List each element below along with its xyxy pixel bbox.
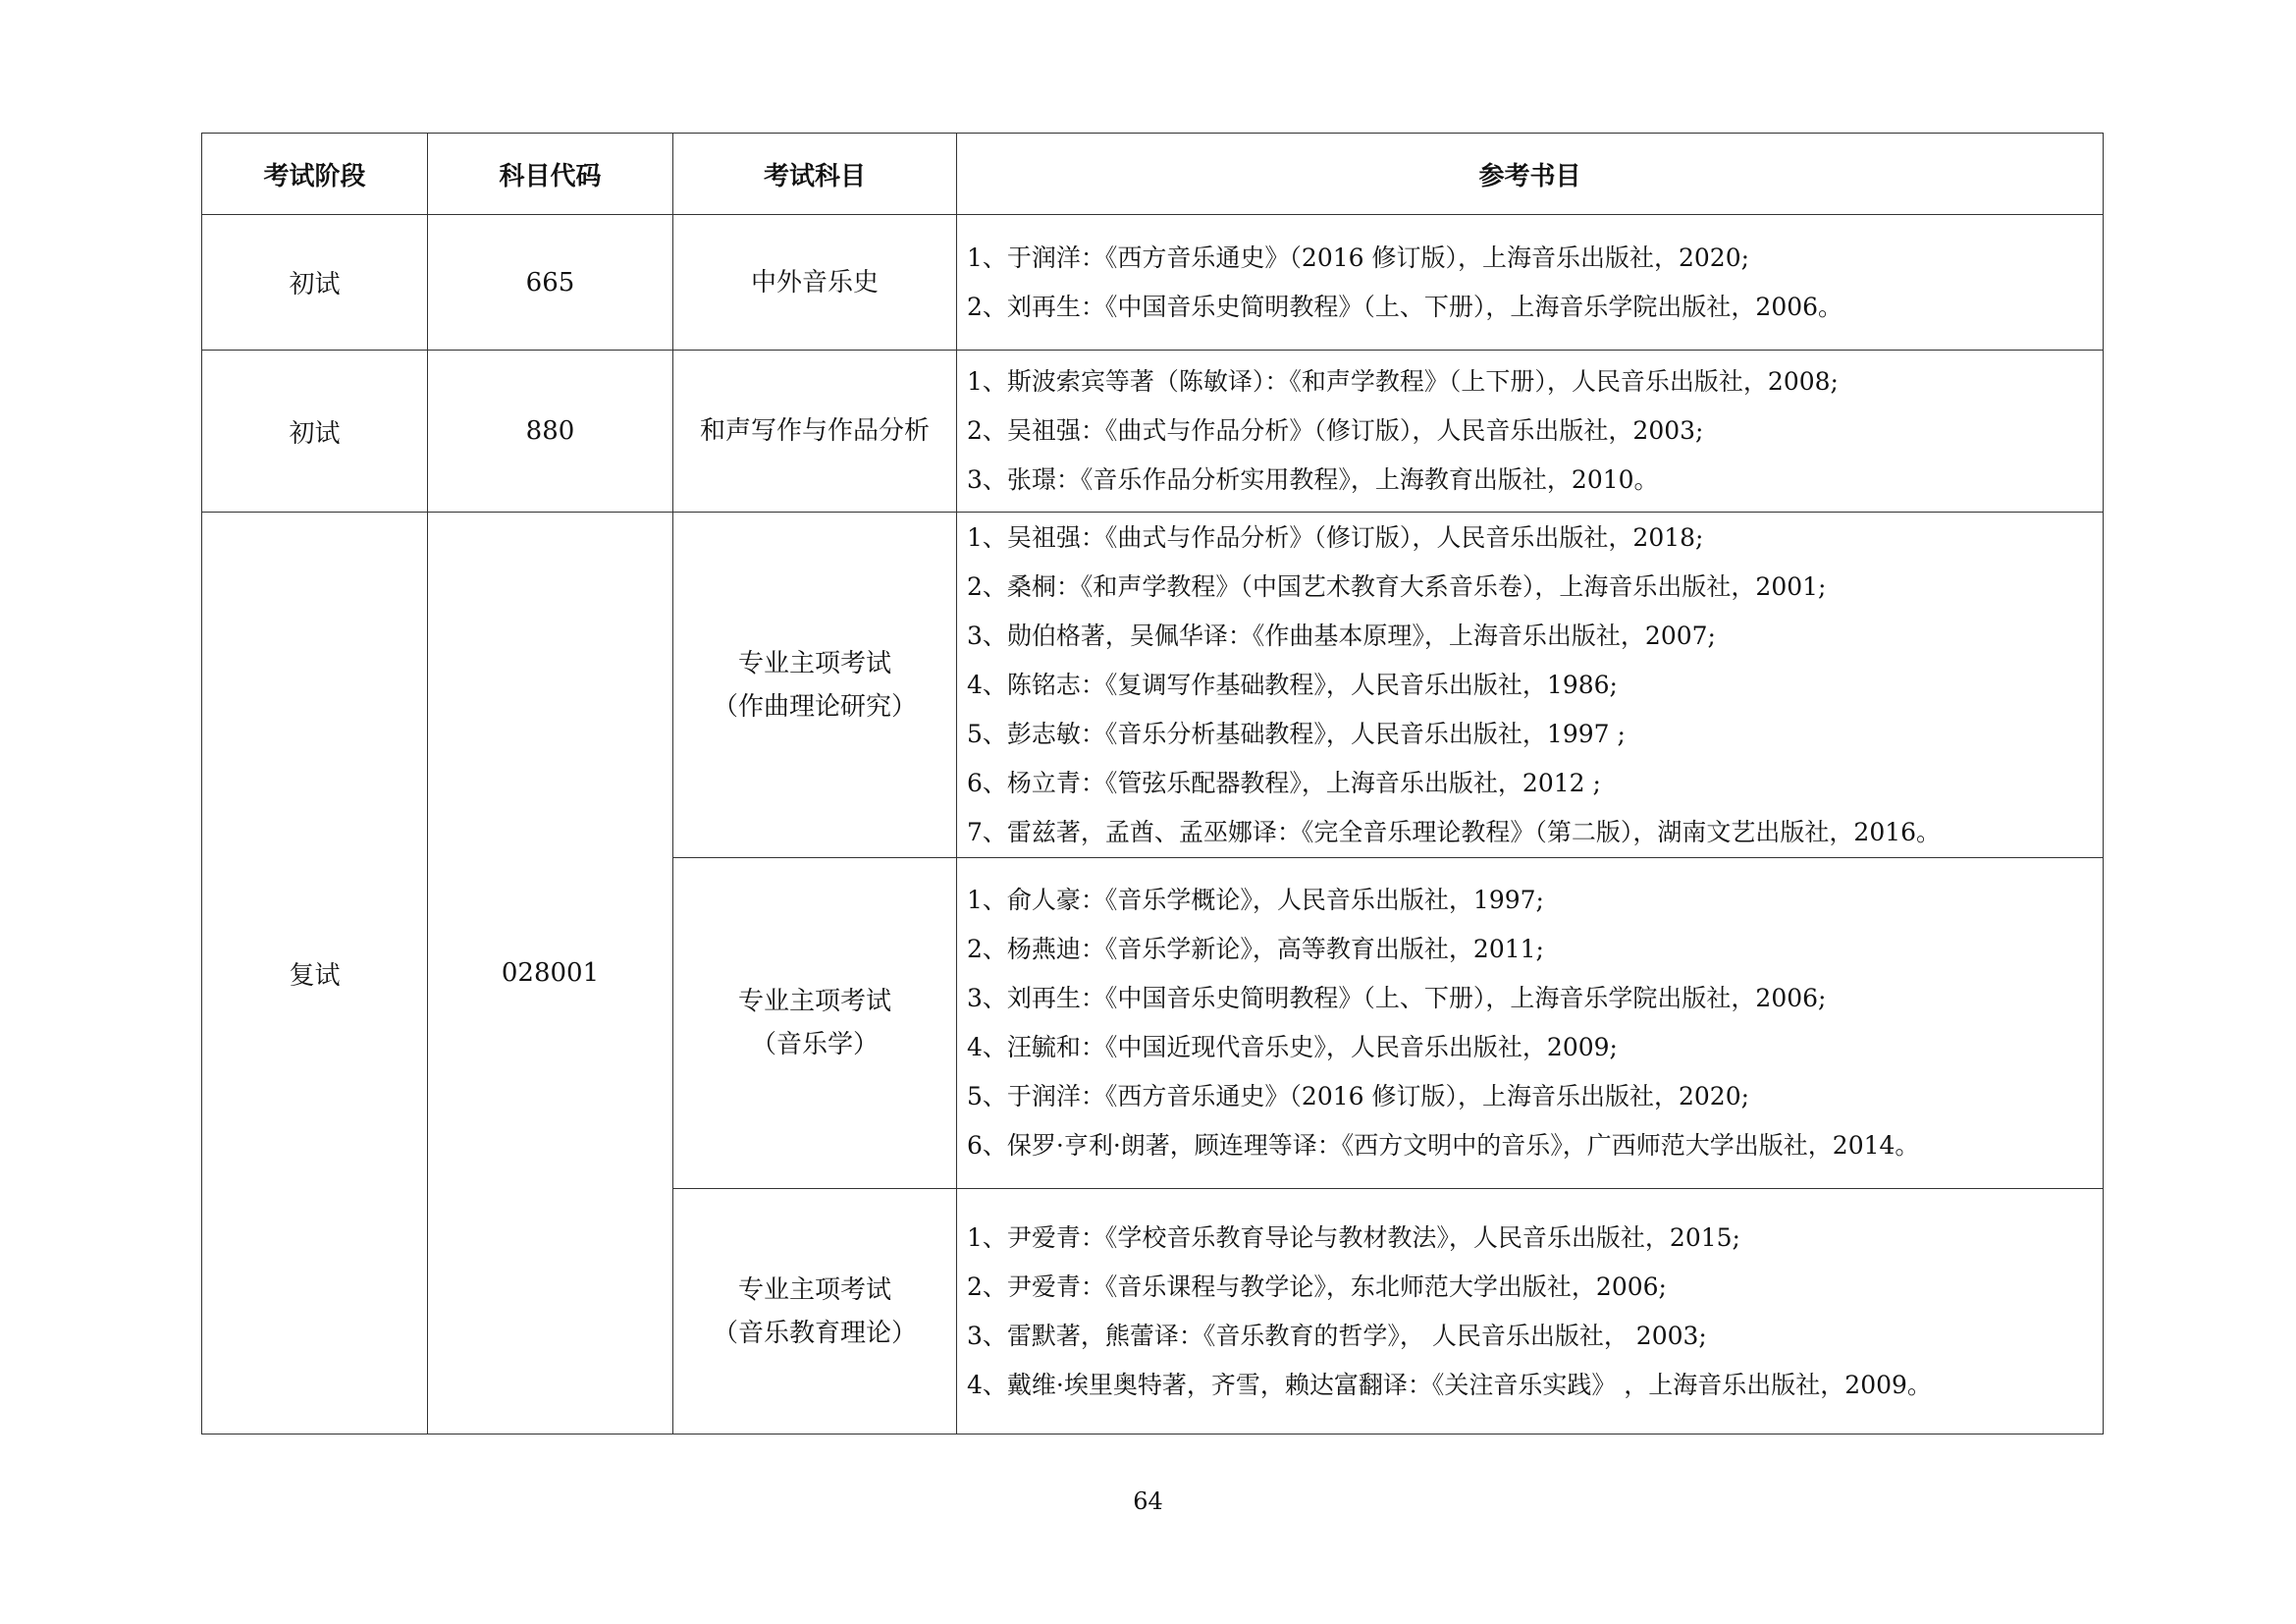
- table-row: [202, 351, 2104, 513]
- subject-name-line: 专业主项考试: [737, 1274, 891, 1305]
- book-entry: 4、汪毓和：《中国近现代音乐史》，人民音乐出版社，2009;: [967, 1033, 1618, 1061]
- reference-book-table: [201, 133, 2104, 1435]
- reference-books-cell: [957, 513, 2104, 858]
- exam-subject-cell: [673, 351, 957, 513]
- book-entry: 2、刘再生：《中国音乐史简明教程》（上、下册），上海音乐学院出版社，2006。: [967, 292, 1843, 321]
- subject-name-line: （音乐学）: [750, 1030, 879, 1059]
- exam-subject-cell: [673, 513, 957, 858]
- book-entry: 5、于润洋：《西方音乐通史》（2016 修订版），上海音乐出版社，2020;: [967, 1082, 1750, 1110]
- book-entry: 4、陈铭志：《复调写作基础教程》，人民音乐出版社，1986;: [967, 670, 1618, 699]
- book-entry: 1、俞人豪：《音乐学概论》，人民音乐出版社，1997;: [967, 886, 1544, 914]
- exam-subject-cell: [673, 1189, 957, 1435]
- table-header-row: [202, 134, 2104, 215]
- exam-subject-cell: [673, 858, 957, 1189]
- subject-name-line: （作曲理论研究）: [712, 691, 917, 722]
- exam-stage-cell: 初试: [202, 351, 428, 513]
- book-entry: 3、刘再生：《中国音乐史简明教程》（上、下册），上海音乐学院出版社，2006;: [967, 984, 1827, 1012]
- book-entry: 3、张璟：《音乐作品分析实用教程》，上海教育出版社，2010。: [967, 465, 1659, 494]
- exam-subject-cell: [673, 215, 957, 351]
- book-entry: 7、雷兹著，孟酋、孟巫娜译：《完全音乐理论教程》（第二版），湖南文艺出版社，2016。: [967, 817, 1942, 846]
- reference-books-cell: [957, 858, 2104, 1189]
- header-subject-code: 科目代码: [428, 134, 673, 215]
- table-row: [202, 215, 2104, 351]
- book-entry: 2、桑桐：《和声学教程》（中国艺术教育大系音乐卷），上海音乐出版社，2001;: [967, 571, 1827, 601]
- subject-name-line: 和声写作与作品分析: [699, 416, 930, 446]
- subject-code-cell: 028001: [428, 513, 673, 1435]
- table-row: [202, 513, 2104, 858]
- subject-name-line: 专业主项考试: [737, 987, 891, 1016]
- subject-name-line: 专业主项考试: [737, 648, 891, 678]
- header-exam-subject: 考试科目: [673, 134, 957, 215]
- reference-books-cell: [957, 351, 2104, 513]
- book-entry: 1、尹爱青：《学校音乐教育导论与教材教法》，人民音乐出版社，2015;: [967, 1222, 1740, 1252]
- exam-stage-cell: 初试: [202, 215, 428, 351]
- book-entry: 2、杨燕迪：《音乐学新论》，高等教育出版社，2011;: [967, 935, 1544, 963]
- book-entry: 6、杨立青：《管弦乐配器教程》，上海音乐出版社，2012 ;: [967, 768, 1601, 797]
- book-entry: 5、彭志敏：《音乐分析基础教程》，人民音乐出版社，1997 ;: [967, 719, 1626, 748]
- book-entry: 3、雷默著，熊蕾译：《音乐教育的哲学》， 人民音乐出版社， 2003;: [967, 1321, 1707, 1350]
- subject-name-line: （音乐教育理论）: [712, 1318, 917, 1348]
- book-entry: 2、吴祖强：《曲式与作品分析》（修订版），人民音乐出版社，2003;: [967, 416, 1704, 445]
- book-entry: 6、保罗·亨利·朗著，顾连理等译：《西方文明中的音乐》，广西师范大学出版社，2014。: [967, 1131, 1920, 1160]
- reference-books-cell: [957, 1189, 2104, 1435]
- page-number: 64: [1133, 1488, 1163, 1515]
- book-entry: 2、尹爱青：《音乐课程与教学论》，东北师范大学出版社，2006;: [967, 1272, 1667, 1301]
- book-entry: 4、戴维·埃里奥特著，齐雪，赖达富翻译：《关注音乐实践》 ，上海音乐出版社，2009。: [967, 1370, 1932, 1399]
- book-entry: 1、斯波索宾等著（陈敏译）：《和声学教程》（上下册），人民音乐出版社，2008;: [967, 367, 1839, 396]
- header-reference-books: 参考书目: [957, 134, 2104, 215]
- subject-code-cell: 665: [428, 215, 673, 351]
- reference-books-cell: [957, 215, 2104, 351]
- exam-stage-cell: 复试: [202, 513, 428, 1435]
- subject-code-cell: 880: [428, 351, 673, 513]
- book-entry: 1、于润洋：《西方音乐通史》（2016 修订版），上海音乐出版社，2020;: [967, 243, 1750, 272]
- subject-name-line: 中外音乐史: [750, 267, 879, 298]
- header-exam-stage: 考试阶段: [202, 134, 428, 215]
- book-entry: 3、勋伯格著，吴佩华译：《作曲基本原理》，上海音乐出版社，2007;: [967, 621, 1716, 650]
- book-entry: 1、吴祖强：《曲式与作品分析》（修订版），人民音乐出版社，2018;: [967, 522, 1704, 552]
